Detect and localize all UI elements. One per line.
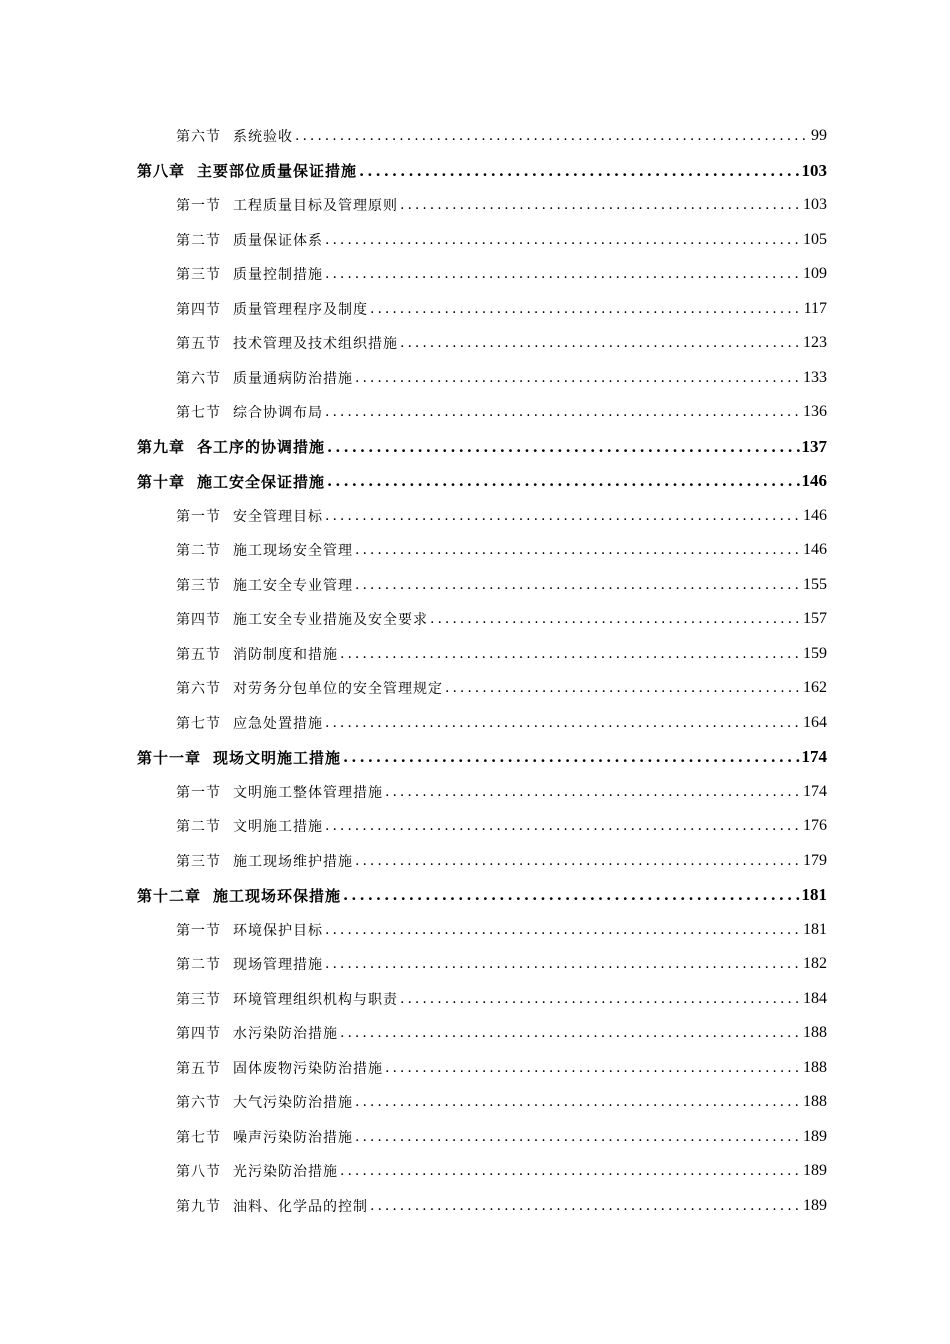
toc-entry-number: 第二节 — [176, 232, 221, 249]
toc-entry-title: 综合协调布局 — [233, 405, 323, 422]
toc-section-entry[interactable] — [176, 361, 827, 396]
toc-page-number: 181 — [803, 920, 827, 938]
toc-entry-label — [176, 1127, 353, 1147]
toc-entry-label — [176, 299, 368, 319]
toc-page-number: 176 — [803, 817, 827, 835]
toc-dot-leader — [445, 680, 801, 696]
toc-entry-label — [176, 1023, 338, 1043]
toc-entry-title: 环境保护目标 — [233, 922, 323, 939]
toc-entry-number: 第十一章 — [137, 748, 202, 767]
toc-dot-leader — [370, 1198, 801, 1214]
toc-dot-leader — [325, 818, 801, 834]
toc-chapter-entry[interactable] — [137, 430, 827, 465]
toc-section-entry[interactable] — [176, 1120, 827, 1155]
toc-entry-label — [176, 920, 323, 940]
toc-entry-label — [176, 1058, 383, 1078]
toc-dot-leader — [325, 922, 801, 938]
toc-page-number: 189 — [803, 1196, 827, 1214]
toc-entry-number: 第十章 — [137, 472, 186, 491]
toc-page-number: 159 — [803, 644, 827, 662]
toc-section-entry[interactable] — [176, 568, 827, 603]
toc-entry-number: 第六节 — [176, 1095, 221, 1112]
toc-page-number: 137 — [801, 436, 827, 456]
toc-dot-leader — [430, 611, 801, 627]
toc-entry-title: 水污染防治措施 — [233, 1026, 338, 1043]
toc-entry-label — [176, 609, 428, 629]
toc-entry-label — [137, 885, 341, 906]
toc-section-entry[interactable] — [176, 844, 827, 879]
toc-dot-leader — [340, 1025, 801, 1041]
toc-page-number: 105 — [803, 230, 827, 248]
toc-entry-title: 施工现场维护措施 — [233, 853, 353, 870]
toc-entry-label — [176, 264, 323, 284]
toc-entry-number: 第一节 — [176, 508, 221, 525]
toc-entry-number: 第五节 — [176, 1060, 221, 1077]
toc-entry-title: 工程质量目标及管理原则 — [233, 198, 398, 215]
toc-entry-title: 施工现场安全管理 — [233, 543, 353, 560]
toc-entry-number: 第七节 — [176, 1129, 221, 1146]
toc-page-number: 184 — [803, 989, 827, 1007]
toc-dot-leader — [355, 577, 801, 593]
toc-dot-leader — [400, 335, 801, 351]
toc-entry-label — [137, 471, 325, 492]
toc-entry-title: 技术管理及技术组织措施 — [233, 336, 398, 353]
toc-entry-number: 第四节 — [176, 612, 221, 629]
toc-entry-title: 施工安全保证措施 — [197, 472, 326, 491]
toc-entry-label — [176, 989, 398, 1009]
toc-entry-number: 第八节 — [176, 1164, 221, 1181]
toc-section-entry[interactable] — [176, 326, 827, 361]
toc-entry-title: 施工现场环保措施 — [213, 886, 342, 905]
toc-entry-number: 第八章 — [137, 162, 186, 181]
toc-dot-leader — [355, 1094, 801, 1110]
toc-entry-number: 第三节 — [176, 853, 221, 870]
toc-page-number: 123 — [803, 334, 827, 352]
toc-entry-number: 第三节 — [176, 577, 221, 594]
toc-entry-label — [176, 816, 323, 836]
toc-section-entry[interactable] — [176, 1085, 827, 1120]
toc-entry-label — [176, 644, 338, 664]
toc-entry-title: 主要部位质量保证措施 — [197, 162, 358, 181]
toc-entry-label — [176, 1092, 353, 1112]
toc-entry-label — [176, 506, 323, 526]
toc-entry-title: 现场管理措施 — [233, 957, 323, 974]
toc-section-entry[interactable] — [176, 1154, 827, 1189]
toc-section-entry[interactable] — [176, 533, 827, 568]
toc-entry-title: 光污染防治措施 — [233, 1164, 338, 1181]
toc-page-number: 162 — [803, 679, 827, 697]
toc-dot-leader — [325, 232, 801, 248]
toc-dot-leader — [340, 646, 801, 662]
toc-entry-label — [176, 954, 323, 974]
toc-entry-label — [176, 126, 293, 146]
toc-dot-leader — [400, 197, 801, 213]
toc-chapter-entry[interactable] — [137, 878, 827, 913]
toc-entry-number: 第一节 — [176, 198, 221, 215]
toc-entry-title: 油料、化学品的控制 — [233, 1198, 368, 1215]
toc-section-entry[interactable] — [176, 1189, 827, 1224]
toc-section-entry[interactable] — [176, 982, 827, 1017]
toc-dot-leader — [325, 956, 801, 972]
toc-entry-number: 第五节 — [176, 646, 221, 663]
toc-section-entry[interactable] — [176, 602, 827, 637]
toc-entry-title: 施工安全专业管理 — [233, 577, 353, 594]
toc-page-number: 164 — [803, 713, 827, 731]
toc-entry-number: 第九节 — [176, 1198, 221, 1215]
toc-section-entry[interactable] — [176, 706, 827, 741]
toc-entry-number: 第二节 — [176, 819, 221, 836]
toc-entry-number: 第六节 — [176, 370, 221, 387]
toc-chapter-entry[interactable] — [137, 464, 827, 499]
toc-entry-number: 第九章 — [137, 438, 186, 457]
toc-dot-leader — [385, 784, 801, 800]
toc-entry-label — [176, 1161, 338, 1181]
toc-page-number: 155 — [803, 575, 827, 593]
toc-entry-title: 对劳务分包单位的安全管理规定 — [233, 681, 443, 698]
toc-entry-title: 应急处置措施 — [233, 715, 323, 732]
toc-dot-leader — [343, 748, 799, 766]
toc-dot-leader — [400, 991, 801, 1007]
toc-entry-number: 第六节 — [176, 129, 221, 146]
toc-entry-label — [176, 1196, 368, 1216]
toc-section-entry[interactable] — [176, 1051, 827, 1086]
toc-dot-leader — [295, 128, 809, 144]
toc-dot-leader — [355, 370, 801, 386]
toc-entry-label — [176, 540, 353, 560]
toc-page-number: 188 — [803, 1058, 827, 1076]
toc-entry-title: 质量通病防治措施 — [233, 370, 353, 387]
toc-dot-leader — [343, 886, 799, 904]
toc-section-entry[interactable] — [176, 775, 827, 810]
toc-page-number: 181 — [801, 885, 827, 905]
toc-entry-title: 质量管理程序及制度 — [233, 301, 368, 318]
toc-entry-number: 第五节 — [176, 336, 221, 353]
toc-section-entry[interactable] — [176, 292, 827, 327]
toc-section-entry[interactable] — [176, 499, 827, 534]
toc-page-number: 189 — [803, 1162, 827, 1180]
toc-entry-label — [176, 195, 398, 215]
toc-page-number: 146 — [803, 541, 827, 559]
toc-dot-leader — [325, 404, 801, 420]
toc-entry-number: 第三节 — [176, 991, 221, 1008]
toc-section-entry[interactable] — [176, 257, 827, 292]
toc-entry-label — [176, 368, 353, 388]
toc-entry-title: 环境管理组织机构与职责 — [233, 991, 398, 1008]
toc-entry-title: 各工序的协调措施 — [197, 438, 326, 457]
toc-page-number: 117 — [803, 299, 827, 317]
toc-entry-label — [137, 747, 341, 768]
toc-entry-label — [176, 402, 323, 422]
toc-entry-number: 第二节 — [176, 957, 221, 974]
toc-dot-leader — [325, 715, 801, 731]
toc-dot-leader — [370, 301, 802, 317]
toc-page-number: 146 — [801, 471, 827, 491]
toc-entry-number: 第七节 — [176, 715, 221, 732]
toc-chapter-entry[interactable] — [137, 154, 827, 189]
toc-entry-label — [176, 851, 353, 871]
toc-section-entry[interactable] — [176, 637, 827, 672]
toc-dot-leader — [327, 472, 799, 490]
toc-entry-number: 第六节 — [176, 681, 221, 698]
toc-dot-leader — [385, 1060, 801, 1076]
toc-dot-leader — [340, 1163, 801, 1179]
toc-dot-leader — [359, 162, 799, 180]
toc-dot-leader — [327, 438, 799, 456]
toc-page-number: 136 — [803, 403, 827, 421]
toc-entry-title: 质量保证体系 — [233, 232, 323, 249]
toc-page-number: 99 — [811, 127, 827, 145]
toc-entry-title: 文明施工整体管理措施 — [233, 784, 383, 801]
toc-dot-leader — [355, 853, 801, 869]
toc-section-entry[interactable] — [176, 913, 827, 948]
toc-section-entry[interactable] — [176, 671, 827, 706]
toc-entry-label — [176, 678, 443, 698]
toc-section-entry[interactable] — [176, 947, 827, 982]
toc-page-number: 189 — [803, 1127, 827, 1145]
toc-dot-leader — [355, 1129, 801, 1145]
toc-page-number: 133 — [803, 368, 827, 386]
toc-page-number: 179 — [803, 851, 827, 869]
toc-entry-label — [176, 333, 398, 353]
toc-entry-title: 安全管理目标 — [233, 508, 323, 525]
toc-section-entry[interactable] — [176, 119, 827, 154]
toc-page-number: 157 — [803, 610, 827, 628]
toc-page-number: 174 — [801, 747, 827, 767]
toc-entry-title: 施工安全专业措施及安全要求 — [233, 612, 428, 629]
toc-entry-title: 文明施工措施 — [233, 819, 323, 836]
toc-section-entry[interactable] — [176, 223, 827, 258]
toc-entry-label — [176, 713, 323, 733]
toc-entry-title: 现场文明施工措施 — [213, 748, 342, 767]
toc-entry-label — [137, 436, 325, 457]
toc-entry-number: 第一节 — [176, 784, 221, 801]
toc-entry-title: 消防制度和措施 — [233, 646, 338, 663]
toc-entry-number: 第一节 — [176, 922, 221, 939]
toc-dot-leader — [325, 266, 801, 282]
toc-section-entry[interactable] — [176, 809, 827, 844]
toc-page-number: 188 — [803, 1093, 827, 1111]
toc-dot-leader — [325, 508, 801, 524]
toc-entry-number: 第四节 — [176, 301, 221, 318]
table-of-contents — [0, 119, 950, 1223]
toc-entry-label — [137, 160, 357, 181]
toc-page-number: 174 — [803, 782, 827, 800]
toc-entry-label — [176, 782, 383, 802]
toc-page-number: 182 — [803, 955, 827, 973]
toc-entry-label — [176, 575, 353, 595]
toc-section-entry[interactable] — [176, 1016, 827, 1051]
toc-entry-number: 第三节 — [176, 267, 221, 284]
toc-page-number: 103 — [803, 196, 827, 214]
toc-page-number: 188 — [803, 1024, 827, 1042]
toc-entry-label — [176, 230, 323, 250]
toc-page-number: 103 — [801, 160, 827, 180]
toc-page-number: 146 — [803, 506, 827, 524]
toc-dot-leader — [355, 542, 801, 558]
toc-entry-title: 质量控制措施 — [233, 267, 323, 284]
toc-section-entry[interactable] — [176, 395, 827, 430]
toc-entry-number: 第四节 — [176, 1026, 221, 1043]
toc-entry-title: 固体废物污染防治措施 — [233, 1060, 383, 1077]
toc-section-entry[interactable] — [176, 188, 827, 223]
toc-entry-title: 噪声污染防治措施 — [233, 1129, 353, 1146]
toc-entry-title: 系统验收 — [233, 129, 293, 146]
toc-chapter-entry[interactable] — [137, 740, 827, 775]
toc-entry-number: 第七节 — [176, 405, 221, 422]
toc-entry-number: 第十二章 — [137, 886, 202, 905]
toc-page-number: 109 — [803, 265, 827, 283]
toc-entry-number: 第二节 — [176, 543, 221, 560]
toc-entry-title: 大气污染防治措施 — [233, 1095, 353, 1112]
